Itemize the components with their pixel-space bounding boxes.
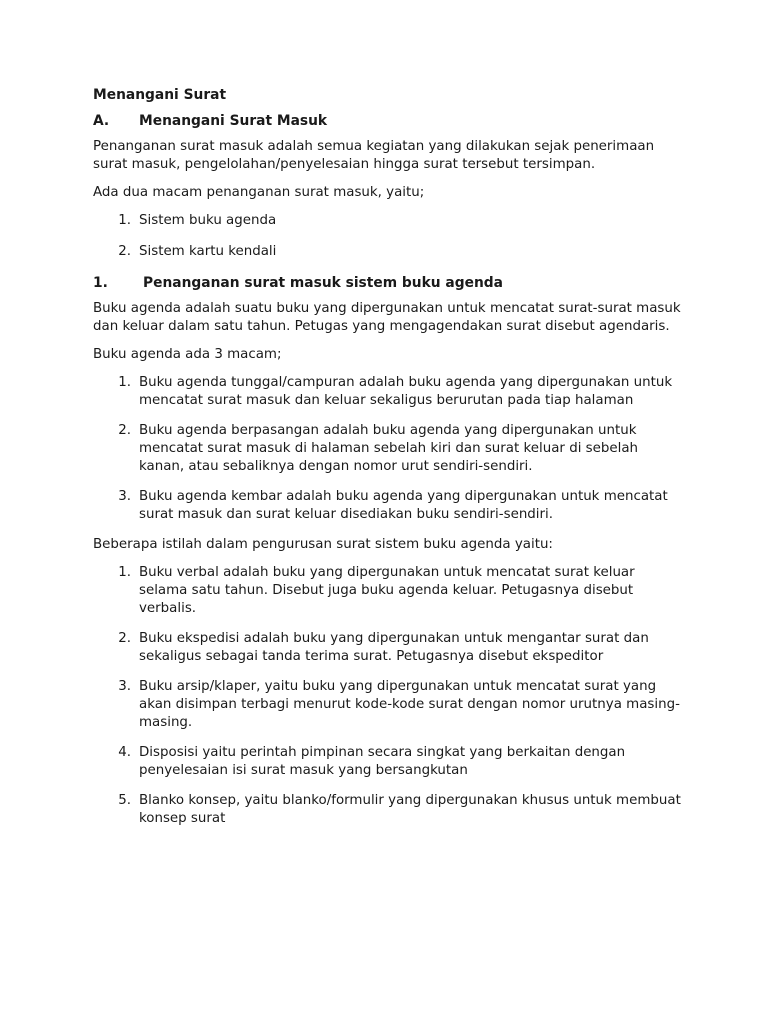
intro-paragraph: Penanganan surat masuk adalah semua kegiatan yang dilakukan sejak penerimaan surat masuk, pengelolahan/penyelesaian hingga surat tersebut tersimpan. (93, 139, 655, 172)
section-1-number: 1. (93, 275, 108, 291)
list-item: 4. Disposisi yaitu perintah pimpinan secara singkat yang berkaitan dengan penyelesaian isi surat masuk yang bersangkutan (118, 745, 626, 778)
list-item: 2. Buku agenda berpasangan adalah buku agenda yang dipergunakan untuk mencatat surat masuk di halaman sebelah kiri dan surat keluar di sebelah kanan, atau sebaliknya dengan nomor urut sendiri-sendiri. (118, 423, 639, 474)
section-a-label: Menangani Surat Masuk (139, 113, 328, 129)
terms-list (93, 564, 683, 828)
types-intro: Ada dua macam penanganan surat masuk, yaitu; (93, 185, 425, 200)
document-title: Menangani Surat (93, 87, 227, 103)
list-item: 1. Buku verbal adalah buku yang dipergunakan untuk mencatat surat keluar selama satu tahun. Disebut juga buku agenda keluar. Petugasnya disebut verbalis. (118, 565, 635, 616)
section-1-heading (93, 274, 683, 292)
section-a-heading (93, 112, 683, 130)
section-a-number: A. (93, 113, 110, 129)
list-item: 5. Blanko konsep, yaitu blanko/formulir yang dipergunakan khusus untuk membuat konsep surat (118, 793, 681, 826)
list-item: 1. Sistem buku agenda (118, 213, 277, 228)
list-item: 2. Buku ekspedisi adalah buku yang dipergunakan untuk mengantar surat dan sekaligus sebagai tanda terima surat. Petugasnya disebut ekspeditor (118, 631, 649, 664)
list-item: 3. Buku arsip/klaper, yaitu buku yang dipergunakan untuk mencatat surat yang akan disimpan terbagi menurut kode-kode surat dengan nomor urutnya masing-masing. (118, 679, 680, 730)
list-item: 2. Sistem kartu kendali (118, 244, 277, 259)
agenda-types-intro: Buku agenda ada 3 macam; (93, 347, 282, 362)
section-1-label: Penanganan surat masuk sistem buku agenda (143, 275, 503, 291)
agenda-types-list (93, 374, 683, 524)
handling-types-list (93, 212, 683, 261)
list-item: 3. Buku agenda kembar adalah buku agenda yang dipergunakan untuk mencatat surat masuk dan surat keluar disediakan buku sendiri-sendiri. (118, 489, 668, 522)
document-page (93, 86, 683, 840)
agenda-paragraph: Buku agenda adalah suatu buku yang dipergunakan untuk mencatat surat-surat masuk dan keluar dalam satu tahun. Petugas yang mengagendakan surat disebut agendaris. (93, 301, 681, 334)
list-item: 1. Buku agenda tunggal/campuran adalah buku agenda yang dipergunakan untuk mencatat surat masuk dan keluar sekaligus berurutan pada tiap halaman (118, 375, 673, 408)
terms-intro: Beberapa istilah dalam pengurusan surat sistem buku agenda yaitu: (93, 537, 553, 552)
